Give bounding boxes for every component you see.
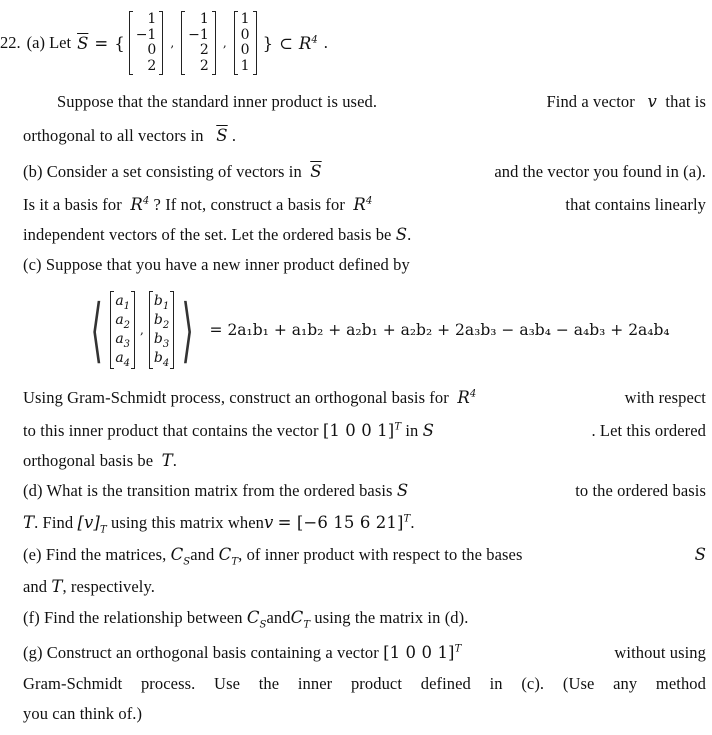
- coordinate-vector: $[v]_T$: [77, 513, 107, 536]
- basis-symbol-t: T: [161, 451, 173, 470]
- vector-entry: −1: [188, 26, 209, 43]
- part-c-gs-line-3: [23, 451, 706, 471]
- text: Gram-Schmidt process. Use the inner product defined in (c). (Use any method: [23, 674, 706, 693]
- set-symbol-s-bar: $\overline{S}$: [310, 162, 322, 181]
- comma: ,: [222, 36, 227, 50]
- text: (g) Construct an orthogonal basis containing a vector [1 0 0 1]$^T$: [23, 643, 462, 662]
- period: .: [323, 33, 328, 52]
- vector-b: [149, 291, 174, 369]
- vector-entry: $b_2$: [153, 312, 170, 331]
- text: (c) Suppose that you have a new inner product defined by: [23, 255, 410, 274]
- text: (d) What is the transition matrix from the ordered basis S: [23, 481, 409, 500]
- vector-entry: 1: [199, 11, 209, 27]
- text: with respect: [624, 388, 706, 407]
- transpose: T: [403, 513, 411, 525]
- inner-product-formula: = 2a₁b₁ + a₁b₂ + a₂b₁ + a₂b₂ + 2a₃b₃ − a₃b₄ − a₄b₃ + 2a₄b₄: [209, 321, 670, 339]
- text: and: [23, 577, 48, 596]
- part-d-line-2: [23, 513, 706, 536]
- vector-entry: 1: [240, 11, 250, 27]
- part-e-line-2: [23, 577, 706, 597]
- text: Is it a basis for $R^4$ ? If not, construct a basis for $R^4$: [23, 195, 373, 214]
- text: independent vectors of the set. Let the ordered basis be: [23, 225, 392, 244]
- part-a-label: (a) Let: [26, 33, 72, 52]
- part-g-line-1: [23, 643, 706, 663]
- text: .: [410, 513, 415, 532]
- vector-entry: 2: [199, 57, 209, 74]
- equals-sign: =: [94, 33, 109, 53]
- vector-entry: $a_2$: [115, 312, 131, 331]
- vector-entry: $b_3$: [153, 331, 170, 350]
- vector-entry: 1: [240, 57, 250, 74]
- text: to this inner product that contains the vector [1 0 0 1]$^T$ in S: [23, 421, 435, 440]
- comma: ,: [170, 36, 175, 50]
- var-v: v: [647, 92, 657, 111]
- text: Using Gram-Schmidt process, construct an orthogonal basis for $R^4$: [23, 388, 477, 407]
- text: you can think of.): [23, 704, 143, 723]
- var-v: v: [263, 513, 274, 532]
- vector-3: [234, 11, 257, 75]
- vector-entry: 0: [147, 42, 157, 58]
- set-symbol-s-bar: $\overline{S}$: [77, 33, 89, 53]
- vector-1: [129, 11, 164, 75]
- vector-entry: 0: [240, 26, 250, 43]
- text: .: [231, 126, 237, 145]
- text: and the vector you found in (a).: [494, 162, 706, 181]
- inner-product-definition: [83, 286, 670, 374]
- part-b-line-1: [23, 162, 706, 182]
- text: . Let this ordered: [591, 421, 706, 440]
- text: orthogonal to all vectors in: [23, 126, 204, 145]
- part-b-line-2: [23, 195, 706, 215]
- part-f-line: [23, 608, 706, 631]
- part-g-line-3: [23, 704, 706, 724]
- text: using the matrix in (d).: [314, 608, 469, 627]
- problem-number: 22.: [0, 33, 21, 52]
- basis-symbol-s: S: [694, 545, 706, 564]
- text: . Find: [34, 513, 74, 532]
- left-angle-bracket: ⟨: [90, 289, 103, 371]
- part-a-set-definition: [0, 5, 328, 81]
- text: .: [407, 225, 412, 244]
- part-c-line-1: [23, 255, 706, 275]
- subset-symbol: ⊂: [279, 33, 293, 53]
- text: that contains linearly: [565, 195, 706, 214]
- text: and: [266, 608, 291, 627]
- space-r4: $R^4$: [298, 33, 318, 53]
- text: Find a vector v that is: [546, 92, 706, 111]
- basis-symbol-t: T: [51, 577, 63, 596]
- text: (b) Consider a set consisting of vectors in $\overline{S}$: [23, 162, 322, 181]
- vector-entry: $a_1$: [115, 293, 131, 312]
- text: to the ordered basis: [575, 481, 706, 500]
- open-brace: {: [114, 33, 125, 53]
- vector-2: [181, 11, 216, 75]
- vector-1001: [1 0 0 1]: [322, 421, 395, 440]
- part-d-line-1: [23, 481, 706, 501]
- vector-value: = [−6 15 6 21]: [277, 513, 404, 532]
- vector-entry: $a_4$: [115, 350, 131, 369]
- vector-entry: $b_1$: [153, 293, 170, 312]
- text: using this matrix when: [110, 513, 264, 532]
- text: orthogonal basis be: [23, 451, 154, 470]
- part-a-line-2: [23, 126, 706, 146]
- text: , respectively.: [62, 577, 155, 596]
- basis-symbol-t: T: [23, 513, 35, 532]
- matrix-cs: $C_S$: [246, 608, 267, 631]
- part-b-line-3: [23, 225, 706, 245]
- text: (e) Find the matrices, $C_Sand$ $C_T$, of inner product with respect to the bases: [23, 545, 523, 568]
- close-brace: }: [262, 33, 274, 53]
- comma: ,: [140, 323, 144, 337]
- text: .: [172, 451, 178, 470]
- part-g-line-2: [23, 674, 706, 694]
- part-c-gs-line-2: [23, 421, 706, 441]
- part-a-line-1: [57, 92, 706, 112]
- text: Suppose that the standard inner product is used.: [57, 92, 378, 111]
- vector-entry: 0: [240, 42, 250, 58]
- vector-entry: $a_3$: [115, 331, 131, 350]
- vector-entry: $b_4$: [153, 350, 170, 369]
- text: (f) Find the relationship between: [23, 608, 243, 627]
- text: without using: [614, 643, 706, 662]
- vector-entry: 2: [147, 57, 157, 74]
- part-e-line-1: [23, 545, 706, 568]
- vector-entry: 2: [199, 42, 209, 58]
- vector-a: [110, 291, 135, 369]
- vector-entry: 1: [147, 11, 157, 27]
- vector-1001: [1 0 0 1]: [383, 643, 455, 662]
- right-angle-bracket: ⟩: [181, 289, 195, 371]
- part-c-gs-line-1: [23, 388, 706, 408]
- set-symbol-s-bar: $\overline{S}$: [216, 126, 228, 145]
- basis-symbol-s: S: [395, 225, 408, 244]
- matrix-ct: $C_T$: [290, 608, 311, 631]
- vector-entry: −1: [135, 26, 157, 43]
